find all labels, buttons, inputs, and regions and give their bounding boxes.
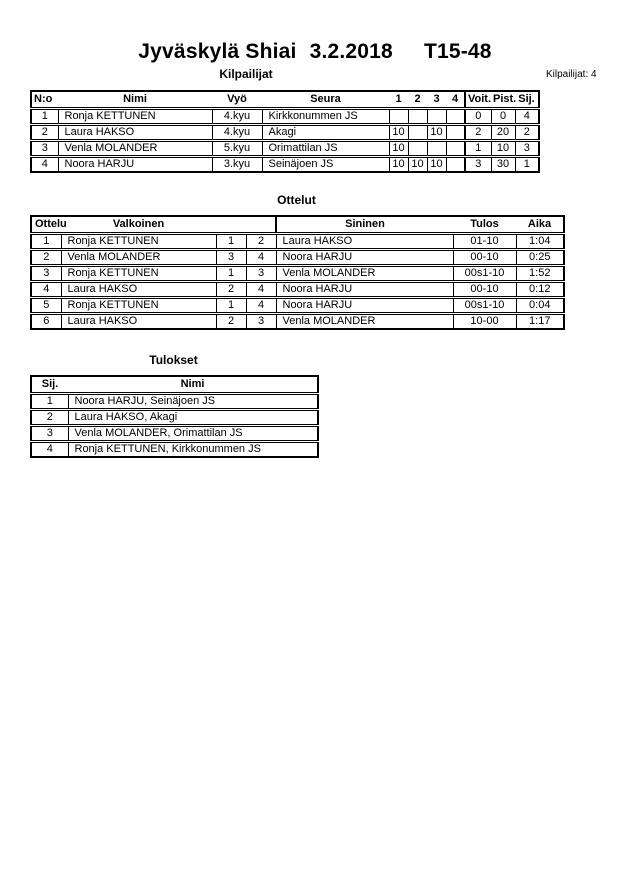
- result-place: 1: [31, 393, 68, 409]
- white-number: 2: [216, 281, 246, 297]
- score-vs-1: 10: [389, 124, 408, 140]
- score-vs-2: 10: [408, 156, 427, 172]
- matches-section-title: Ottelut: [277, 193, 316, 207]
- match-result: 00s1-10: [453, 265, 516, 281]
- blue-name: Venla MOLANDER: [276, 313, 453, 329]
- event-date: 3.2.2018: [309, 40, 393, 63]
- event-title: Jyväskylä Shiai: [138, 40, 297, 63]
- competitor-no: 2: [31, 124, 58, 140]
- blue-number: 4: [246, 281, 276, 297]
- white-name: Ronja KETTUNEN: [61, 297, 216, 313]
- blue-name: Laura HAKSO: [276, 233, 453, 249]
- match-no: 6: [31, 313, 61, 329]
- page-title: [0, 40, 630, 64]
- score-vs-2: [408, 140, 427, 156]
- competitor-row: [31, 108, 539, 124]
- col-header-wins: Voit.: [465, 91, 491, 108]
- result-place: 3: [31, 425, 68, 441]
- match-time: 0:12: [516, 281, 564, 297]
- col-header-r1: 1: [389, 91, 408, 108]
- white-name: Laura HAKSO: [61, 313, 216, 329]
- result-row: [31, 409, 318, 425]
- white-number: 1: [216, 233, 246, 249]
- competitor-count-label: Kilpailijat: 4: [546, 69, 597, 80]
- result-name: Laura HAKSO, Akagi: [68, 409, 318, 425]
- competitor-wins: 1: [465, 140, 491, 156]
- result-row: [31, 393, 318, 409]
- white-name: Ronja KETTUNEN: [61, 265, 216, 281]
- score-vs-4: [446, 124, 465, 140]
- competitor-points: 20: [491, 124, 515, 140]
- col-header-r2: 2: [408, 91, 427, 108]
- score-vs-3: [427, 140, 446, 156]
- match-time: 0:04: [516, 297, 564, 313]
- col-header-time: Aika: [516, 216, 564, 233]
- match-result: 00-10: [453, 249, 516, 265]
- competitor-place: 3: [515, 140, 539, 156]
- competitor-belt: 4.kyu: [212, 108, 262, 124]
- blue-number: 4: [246, 249, 276, 265]
- col-header-white-no: [216, 216, 246, 233]
- result-place: 4: [31, 441, 68, 457]
- match-row: [31, 297, 564, 313]
- col-header-name: Nimi: [58, 91, 212, 108]
- match-no: 2: [31, 249, 61, 265]
- blue-name: Noora HARJU: [276, 281, 453, 297]
- matches-header-row: [31, 216, 564, 233]
- competitor-row: [31, 124, 539, 140]
- match-result: 01-10: [453, 233, 516, 249]
- competitor-belt: 4.kyu: [212, 124, 262, 140]
- result-place: 2: [31, 409, 68, 425]
- score-vs-3: 10: [427, 156, 446, 172]
- score-vs-1: [389, 108, 408, 124]
- match-row: [31, 265, 564, 281]
- col-header-white: Valkoinen: [61, 216, 216, 233]
- score-vs-1: 10: [389, 156, 408, 172]
- white-name: Ronja KETTUNEN: [61, 233, 216, 249]
- col-header-r3: 3: [427, 91, 446, 108]
- white-number: 1: [216, 297, 246, 313]
- blue-number: 3: [246, 265, 276, 281]
- match-no: 1: [31, 233, 61, 249]
- competitor-no: 3: [31, 140, 58, 156]
- col-header-r4: 4: [446, 91, 465, 108]
- competitor-name: Laura HAKSO: [58, 124, 212, 140]
- competitor-place: 1: [515, 156, 539, 172]
- competitors-table: [30, 90, 540, 173]
- competitor-row: [31, 140, 539, 156]
- blue-number: 4: [246, 297, 276, 313]
- blue-number: 3: [246, 313, 276, 329]
- competitor-club: Orimattilan JS: [262, 140, 389, 156]
- match-no: 3: [31, 265, 61, 281]
- match-time: 1:04: [516, 233, 564, 249]
- competitor-no: 1: [31, 108, 58, 124]
- col-header-no: N:o: [31, 91, 58, 108]
- score-vs-2: [408, 124, 427, 140]
- competitor-points: 10: [491, 140, 515, 156]
- blue-name: Noora HARJU: [276, 297, 453, 313]
- score-vs-1: 10: [389, 140, 408, 156]
- competitor-name: Ronja KETTUNEN: [58, 108, 212, 124]
- match-row: [31, 313, 564, 329]
- competitor-points: 30: [491, 156, 515, 172]
- col-header-name: Nimi: [68, 376, 318, 393]
- competitor-club: Seinäjoen JS: [262, 156, 389, 172]
- competitor-belt: 3.kyu: [212, 156, 262, 172]
- white-number: 3: [216, 249, 246, 265]
- white-name: Laura HAKSO: [61, 281, 216, 297]
- results-section-title: Tulokset: [149, 353, 198, 367]
- score-vs-3: 10: [427, 124, 446, 140]
- score-vs-3: [427, 108, 446, 124]
- result-name: Noora HARJU, Seinäjoen JS: [68, 393, 318, 409]
- result-name: Venla MOLANDER, Orimattilan JS: [68, 425, 318, 441]
- col-header-place: Sij.: [31, 376, 68, 393]
- score-vs-4: [446, 140, 465, 156]
- match-no: 5: [31, 297, 61, 313]
- match-row: [31, 233, 564, 249]
- competitor-name: Venla MOLANDER: [58, 140, 212, 156]
- result-row: [31, 425, 318, 441]
- competitor-place: 2: [515, 124, 539, 140]
- result-row: [31, 441, 318, 457]
- results-table: [30, 375, 319, 458]
- match-result: 00s1-10: [453, 297, 516, 313]
- competitor-club: Akagi: [262, 124, 389, 140]
- score-vs-2: [408, 108, 427, 124]
- matches-table: [30, 215, 565, 330]
- white-name: Venla MOLANDER: [61, 249, 216, 265]
- blue-name: Noora HARJU: [276, 249, 453, 265]
- competitor-points: 0: [491, 108, 515, 124]
- col-header-points: Pist.: [491, 91, 515, 108]
- match-row: [31, 281, 564, 297]
- competitor-wins: 0: [465, 108, 491, 124]
- match-row: [31, 249, 564, 265]
- match-result: 00-10: [453, 281, 516, 297]
- white-number: 2: [216, 313, 246, 329]
- col-header-match: Ottelu: [31, 216, 61, 233]
- blue-name: Venla MOLANDER: [276, 265, 453, 281]
- competitor-no: 4: [31, 156, 58, 172]
- col-header-blue: Sininen: [276, 216, 453, 233]
- competitor-place: 4: [515, 108, 539, 124]
- blue-number: 2: [246, 233, 276, 249]
- competitors-section-title: Kilpailijat: [219, 67, 273, 81]
- match-result: 10-00: [453, 313, 516, 329]
- competitor-wins: 2: [465, 124, 491, 140]
- col-header-result: Tulos: [453, 216, 516, 233]
- score-vs-4: [446, 156, 465, 172]
- match-time: 0:25: [516, 249, 564, 265]
- competitor-wins: 3: [465, 156, 491, 172]
- match-time: 1:52: [516, 265, 564, 281]
- competitor-name: Noora HARJU: [58, 156, 212, 172]
- score-vs-4: [446, 108, 465, 124]
- competitor-row: [31, 156, 539, 172]
- match-time: 1:17: [516, 313, 564, 329]
- competitor-belt: 5.kyu: [212, 140, 262, 156]
- competitors-header-row: [31, 91, 539, 108]
- result-name: Ronja KETTUNEN, Kirkkonummen JS: [68, 441, 318, 457]
- weight-category: T15-48: [423, 40, 492, 63]
- results-header-row: [31, 376, 318, 393]
- col-header-blue-no: [246, 216, 276, 233]
- white-number: 1: [216, 265, 246, 281]
- match-no: 4: [31, 281, 61, 297]
- competitor-club: Kirkkonummen JS: [262, 108, 389, 124]
- col-header-club: Seura: [262, 91, 389, 108]
- col-header-place: Sij.: [515, 91, 539, 108]
- col-header-belt: Vyö: [212, 91, 262, 108]
